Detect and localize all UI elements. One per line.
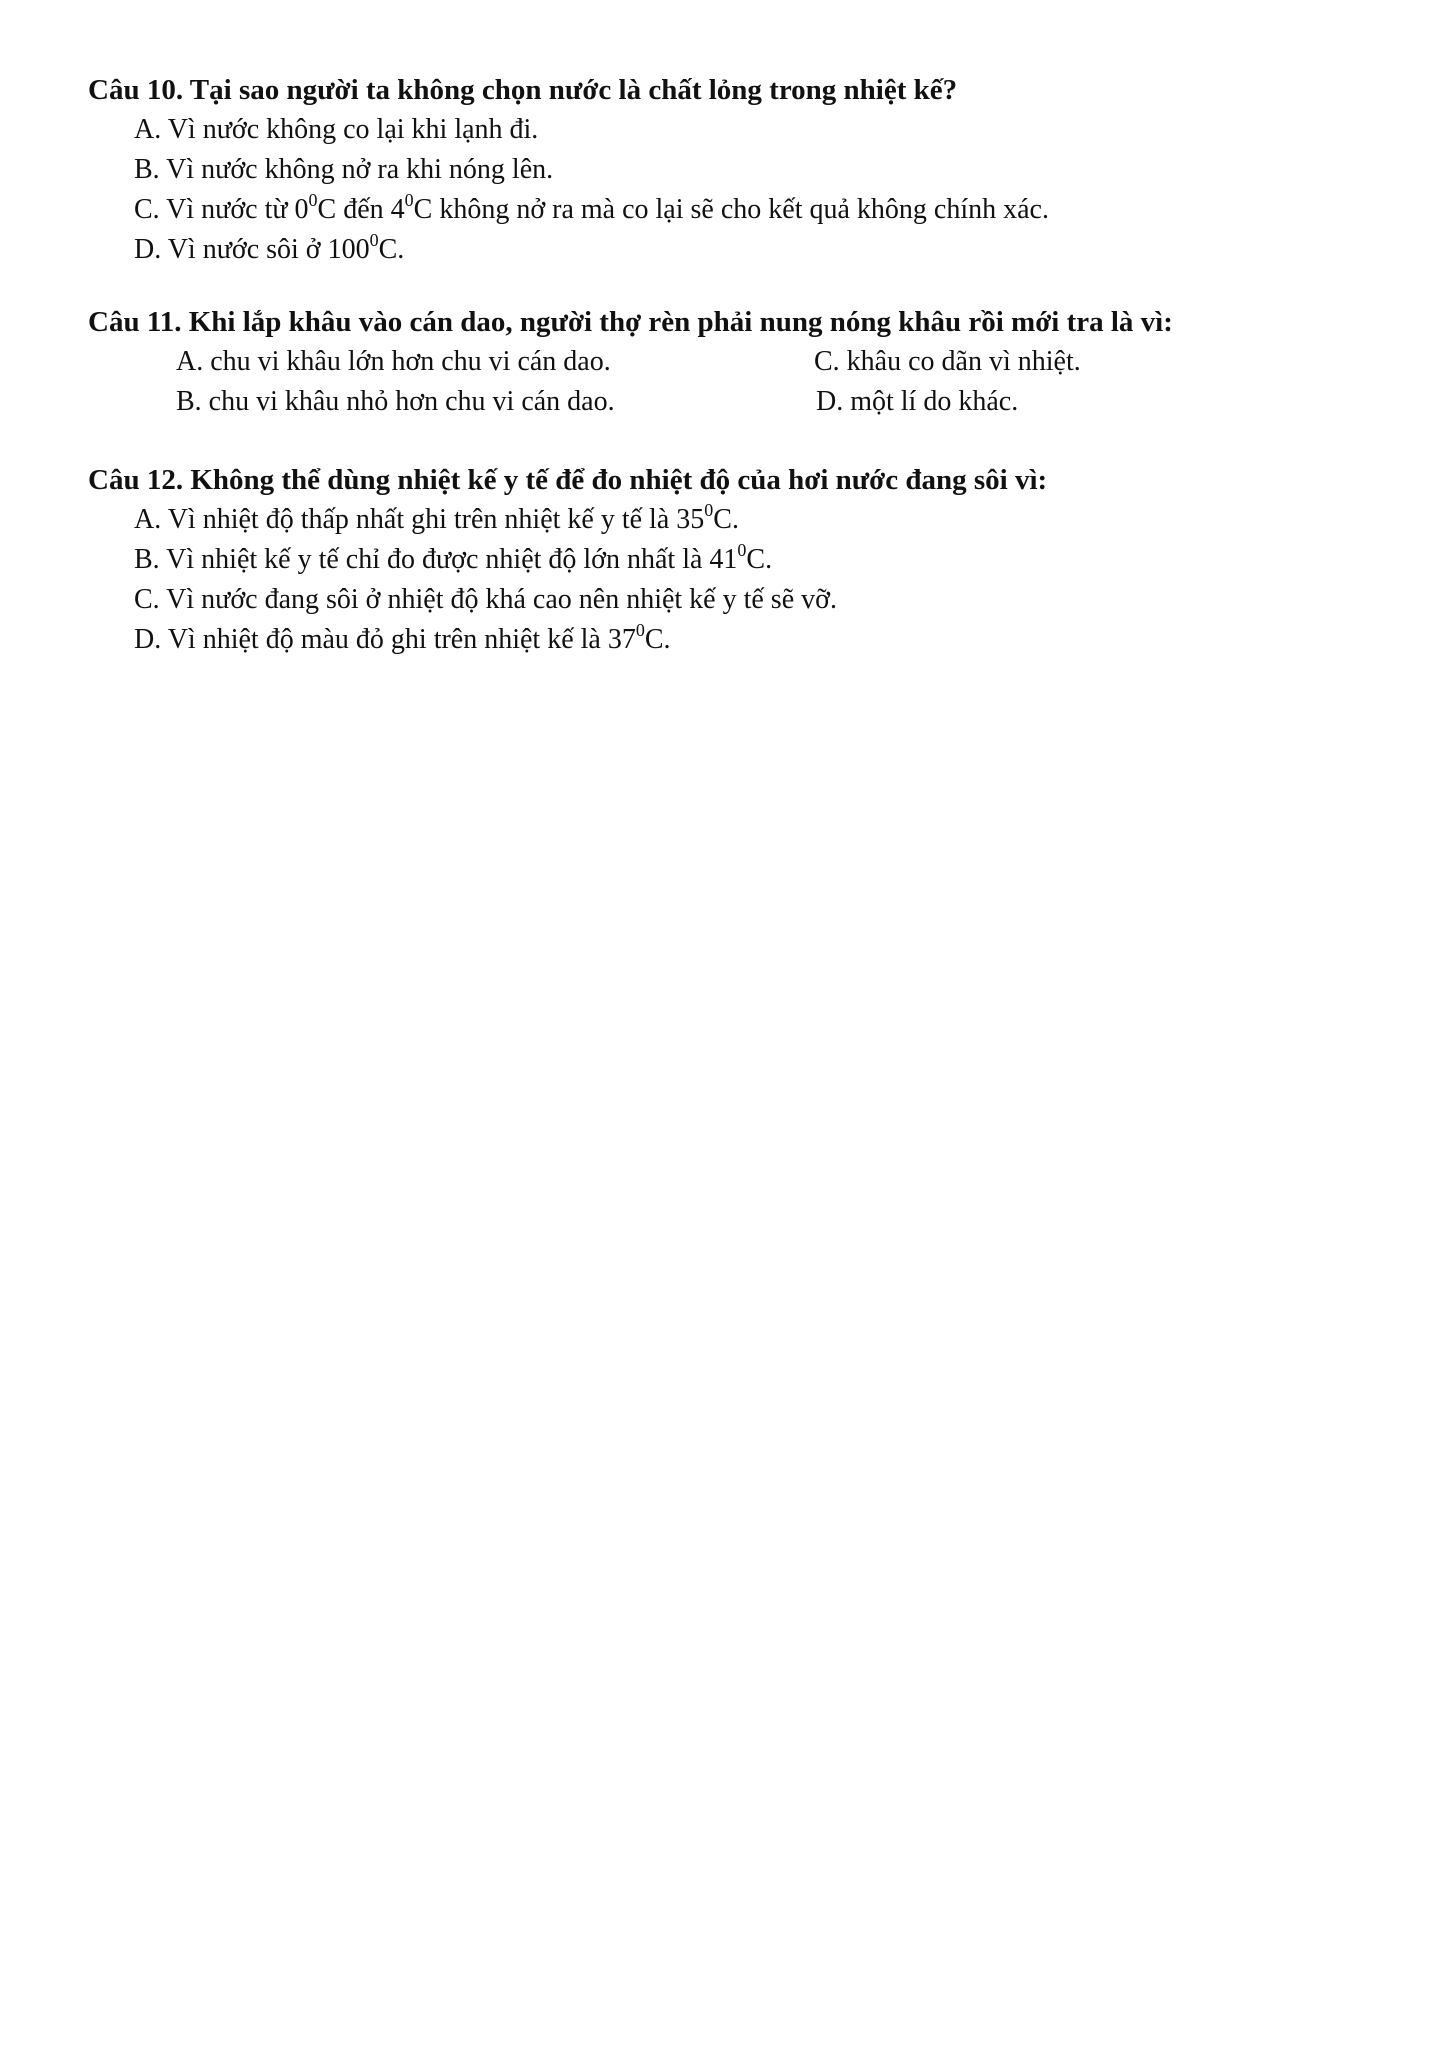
option-b: B. chu vi khâu nhỏ hơn chu vi cán dao. bbox=[176, 386, 615, 417]
question-10 bbox=[88, 70, 1388, 270]
question-title: Câu 10. Tại sao người ta không chọn nước là chất lỏng trong nhiệt kế? bbox=[88, 74, 958, 106]
question-title: Câu 11. Khi lắp khâu vào cán dao, người thợ rèn phải nung nóng khâu rồi mới tra là vì: bbox=[88, 306, 1173, 338]
option-b: B. Vì nước không nở ra khi nóng lên. bbox=[134, 154, 554, 185]
question-11 bbox=[88, 302, 1388, 422]
option-d: D. một lí do khác. bbox=[816, 386, 1019, 417]
option-a: A. Vì nước không co lại khi lạnh đi. bbox=[134, 114, 539, 145]
question-12 bbox=[88, 460, 1388, 660]
option-a: A. Vì nhiệt độ thấp nhất ghi trên nhiệt kế y tế là $35^0C$. bbox=[134, 499, 739, 535]
question-title: Câu 12. Không thể dùng nhiệt kế y tế để đo nhiệt độ của hơi nước đang sôi vì: bbox=[88, 464, 1048, 496]
option-d: D. Vì nước sôi ở $100^0C$. bbox=[134, 229, 405, 265]
option-c: C. khâu co dãn vì nhiệt. bbox=[814, 346, 1081, 377]
options-grid bbox=[88, 342, 1388, 422]
option-c: C. Vì nước đang sôi ở nhiệt độ khá cao nên nhiệt kế y tế sẽ vỡ. bbox=[134, 584, 837, 615]
option-b: B. Vì nhiệt kế y tế chỉ đo được nhiệt độ lớn nhất là $41^0C$. bbox=[134, 539, 773, 575]
option-d: D. Vì nhiệt độ màu đỏ ghi trên nhiệt kế là $37^0C$. bbox=[134, 619, 671, 655]
option-a: A. chu vi khâu lớn hơn chu vi cán dao. bbox=[176, 346, 611, 377]
option-c: C. Vì nước từ $0^0C$ đến $4^0C$ không nở ra mà co lại sẽ cho kết quả không chính xác. bbox=[134, 189, 1049, 225]
